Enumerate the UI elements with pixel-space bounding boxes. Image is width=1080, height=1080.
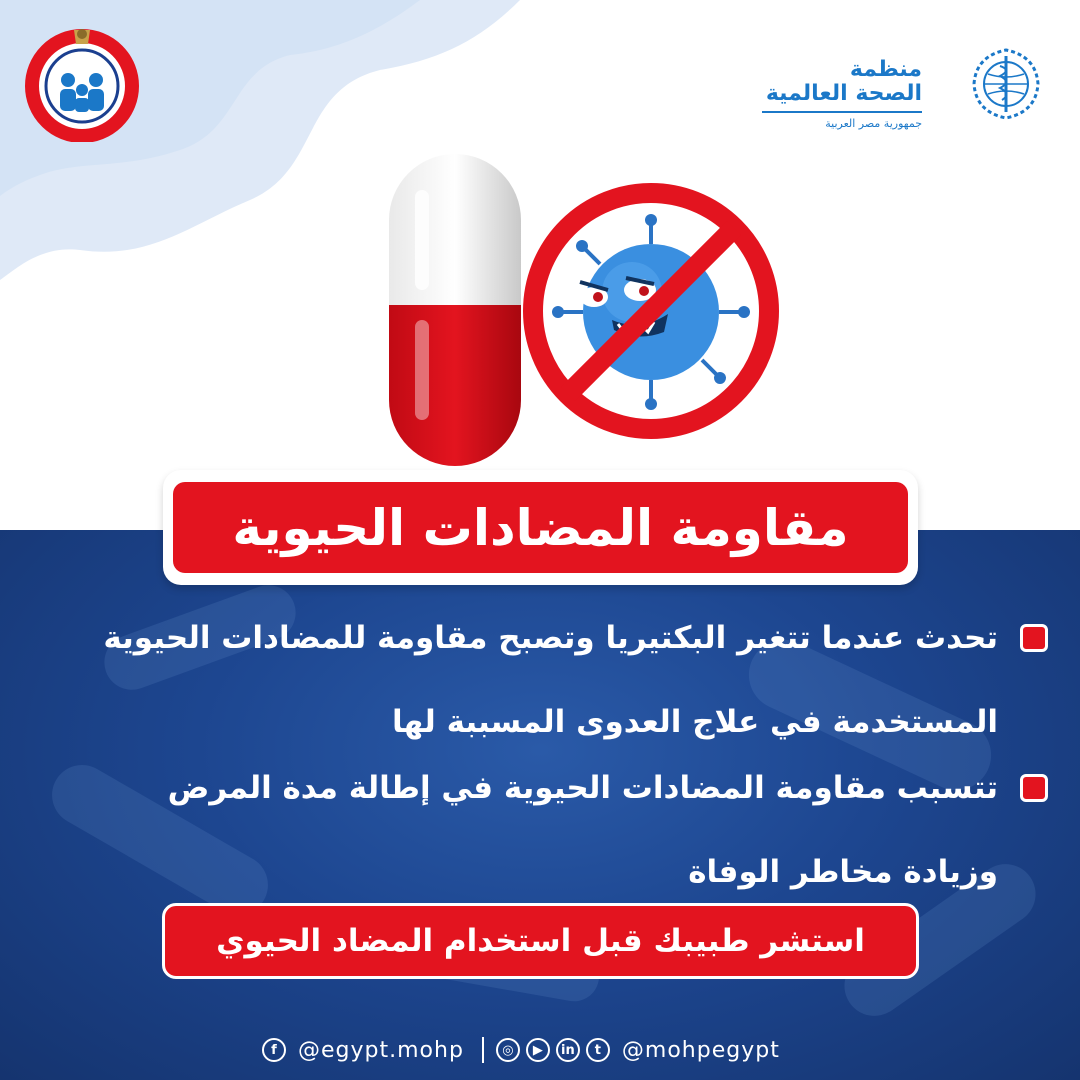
who-logo-text <box>722 58 922 130</box>
page-title: مقاومة المضادات الحيوية <box>232 498 849 557</box>
who-emblem-icon <box>968 46 1044 122</box>
title-box <box>173 482 908 573</box>
who-title-line1: منظمة <box>849 57 922 82</box>
bullet-text: تتسبب مقاومة المضادات الحيوية في إطالة مدة المرض وزيادة مخاطر الوفاة <box>167 770 998 890</box>
who-subtitle: جمهورية مصر العربية <box>825 117 922 130</box>
facebook-handle[interactable]: @egypt.mohp <box>298 1037 464 1063</box>
who-title-line2: الصحة العالمية <box>765 81 922 106</box>
advice-text: استشر طبيبك قبل استخدام المضاد الحيوي <box>216 923 865 959</box>
instagram-icon[interactable]: ◎ <box>496 1038 520 1062</box>
twitter-icon[interactable]: t <box>586 1038 610 1062</box>
advice-banner <box>162 903 919 979</box>
social-footer <box>262 1030 822 1070</box>
bullet-item <box>98 746 998 914</box>
title-banner <box>163 470 918 585</box>
who-divider <box>762 111 922 113</box>
bullet-marker-icon <box>1020 774 1048 802</box>
bullet-item <box>98 596 998 764</box>
no-virus-sign-icon <box>522 182 780 440</box>
bullet-marker-icon <box>1020 624 1048 652</box>
youtube-icon[interactable]: ▶ <box>526 1038 550 1062</box>
bullet-text: تحدث عندما تتغير البكتيريا وتصبح مقاومة للمضادات الحيوية المستخدمة في علاج العدوى المسببة لها <box>103 620 998 740</box>
capsule-icon <box>385 150 525 470</box>
linkedin-icon[interactable]: in <box>556 1038 580 1062</box>
footer-divider <box>482 1037 484 1063</box>
social-handle[interactable]: @mohpegypt <box>621 1037 780 1063</box>
mohp-logo <box>22 22 142 142</box>
facebook-icon[interactable]: f <box>262 1038 286 1062</box>
